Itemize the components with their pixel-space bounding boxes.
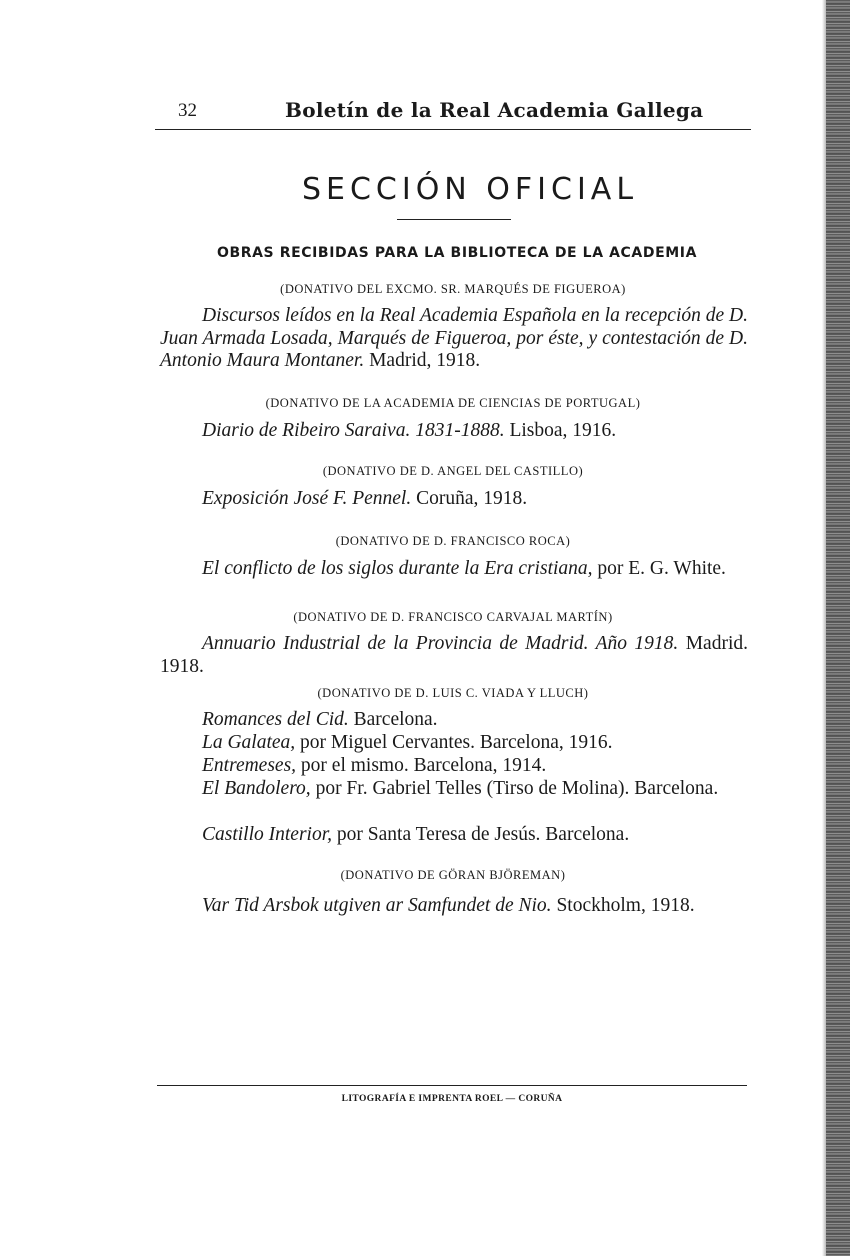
book-entry [160,895,748,918]
book-imprint: Madrid, 1918. [364,350,481,371]
book-imprint: por Fr. Gabriel Telles (Tirso de Molina). Barcelona. [310,778,719,799]
footer-rule [157,1085,747,1086]
book-title: Entremeses, [202,755,297,776]
book-title: Exposición José F. Pennel. [202,488,412,509]
donor-line: (DONATIVO DE D. LUIS C. VIADA Y LLUCH) [317,686,589,700]
book-imprint: Lisboa, 1916. [504,420,617,441]
book-imprint: por Santa Teresa de Jesús. Barcelona. [332,824,630,845]
book-title: El conflicto de los siglos durante la Era cristiana, [202,558,593,579]
book-imprint: por E. G. White. [592,558,726,579]
book-entry [160,558,748,581]
book-imprint: Coruña, 1918. [411,488,528,509]
donor-line: (DONATIVO DEL EXCMO. SR. MARQUÉS DE FIGUEROA) [280,282,626,296]
book-imprint: Madrid. 1918. [160,633,748,677]
printer-imprint: LITOGRAFÍA E IMPRENTA ROEL — CORUÑA [341,1094,563,1104]
book-entry [160,824,748,847]
book-title: Diario de Ribeiro Saraiva. 1831-1888. [202,420,505,441]
book-entry [160,420,748,443]
book-imprint: por Miguel Cervantes. Barcelona, 1916. [295,732,613,753]
book-imprint: Barcelona. [348,709,438,730]
running-header [178,98,750,130]
book-entry [160,488,748,511]
donor-line: (DONATIVO DE GÖRAN BJÖREMAN) [340,868,566,882]
book-title: Castillo Interior, [202,824,333,845]
page-edge-shadow [826,0,850,1256]
book-title: Annuario Industrial de la Provincia de Madrid. Año 1918. [202,633,679,654]
book-entry [160,305,748,373]
book-imprint: Stockholm, 1918. [551,895,695,916]
book-entry [160,755,748,778]
book-entry [160,633,748,678]
book-imprint: por el mismo. Barcelona, 1914. [296,755,547,776]
page-edge-highlight [822,0,826,1256]
book-title: Romances del Cid. [202,709,349,730]
book-title: Var Tid Arsbok utgiven ar Samfundet de Nio. [202,895,552,916]
journal-title: Boletín de la Real Academia Gallega [285,98,704,122]
book-title: La Galatea, [202,732,296,753]
donor-line: (DONATIVO DE D. FRANCISCO ROCA) [335,534,571,548]
header-rule [155,129,751,130]
section-subtitle: OBRAS RECIBIDAS PARA LA BIBLIOTECA DE LA ACADEMIA [216,245,698,261]
donor-line: (DONATIVO DE D. FRANCISCO CARVAJAL MARTÍN) [293,610,613,624]
book-title: El Bandolero, [202,778,311,799]
book-title: Discursos leídos en la Real Academia Española en la recepción de D. Juan Armada Losada, Marqués de Figueroa, por éste, y contestación de D. Antonio Maura Montaner. [160,305,748,371]
page-number: 32 [178,100,197,121]
title-rule [397,219,511,220]
book-entry [160,709,748,732]
donor-line: (DONATIVO DE D. ANGEL DEL CASTILLO) [322,464,584,478]
book-entry [160,778,748,801]
book-entry [160,732,748,755]
donor-line: (DONATIVO DE LA ACADEMIA DE CIENCIAS DE PORTUGAL) [265,396,641,410]
section-title: SECCIÓN OFICIAL [301,172,639,207]
